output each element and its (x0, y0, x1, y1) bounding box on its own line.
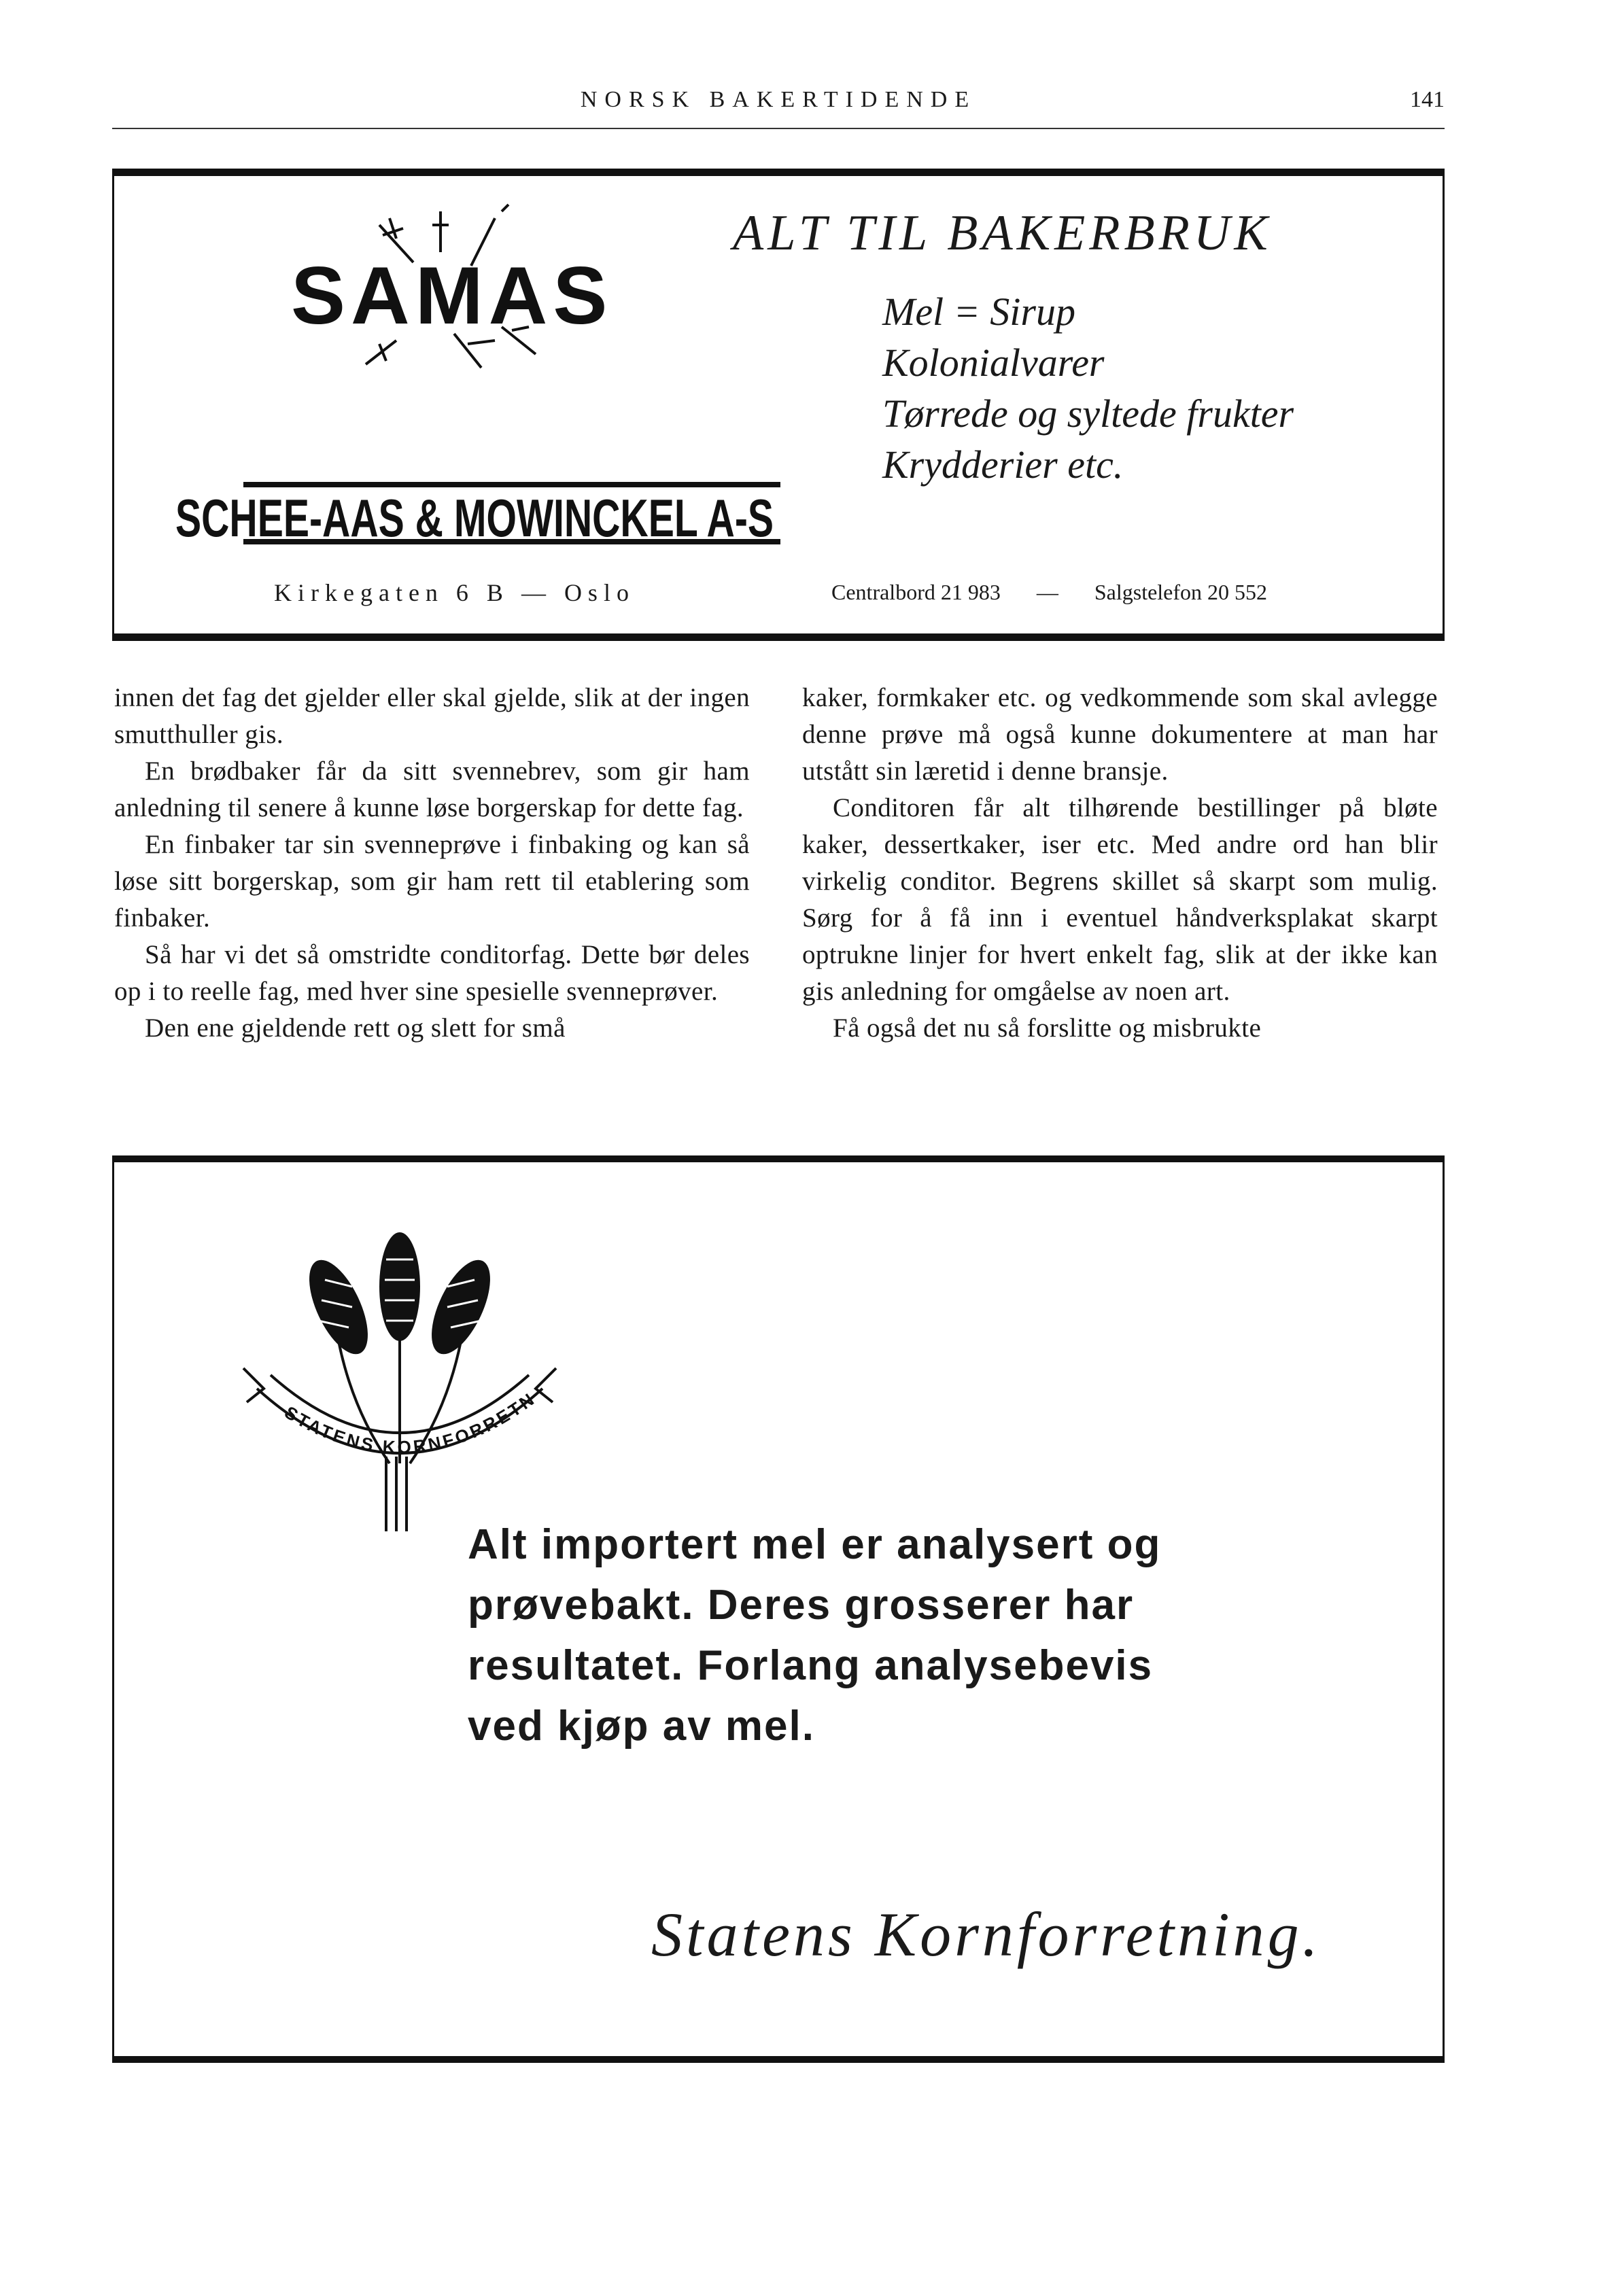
samas-logo-text: SAMAS (291, 250, 613, 341)
article-paragraph: Så har vi det så omstridte conditorfag. Dette bør deles op i to reelle fag, med hver sine spesielle svenneprøver. (114, 940, 750, 1006)
samas-wheat-icon (277, 198, 613, 381)
ad-message-line: ved kjøp av mel. (468, 1703, 815, 1750)
ad-bottom-border (114, 633, 1443, 639)
switchboard-number: Centralbord 21 983 (831, 580, 1001, 604)
article-paragraph: Den ene gjeldende rett og slett for små (145, 1013, 566, 1043)
article-paragraph: Få også det nu så forslitte og misbrukte (833, 1013, 1262, 1043)
product-item: Mel = Sirup (882, 290, 1075, 334)
product-item: Kolonialvarer (882, 341, 1105, 385)
article-paragraph: innen det fag det gjelder eller skal gjelde, slik at der ingen smutthuller gis. (114, 683, 750, 749)
company-logo-text: SCHEE-AAS & MOWINCKEL A-S (175, 488, 774, 548)
ad-heading: ALT TIL BAKERBRUK (733, 205, 1272, 261)
ad-bottom-border (114, 2056, 1443, 2061)
article-column-right (802, 680, 1438, 1047)
samas-logo (277, 198, 613, 381)
wheat-sheaf-icon (216, 1232, 583, 1538)
samas-advertisement (112, 169, 1445, 641)
phone-separator: — (1036, 580, 1058, 604)
article-column-left (114, 680, 750, 1047)
phone-numbers (831, 580, 1267, 605)
ad-top-border (114, 171, 1443, 176)
header-rule (112, 128, 1445, 129)
ad-message-line: resultatet. Forlang analysebevis (468, 1642, 1154, 1689)
address: Kirkegaten 6 B — Oslo (274, 579, 635, 606)
article-paragraph: En brødbaker får da sitt svennebrev, som gir ham anledning til senere å kunne løse borgerskap for dette fag. (114, 756, 750, 822)
article-paragraph: Conditoren får alt tilhørende bestillinger på bløte kaker, dessertkaker, iser etc. Med andre ord han blir virkelig conditor. Begrens skillet så skarpt som mulig. Sørg for å få inn i eventuel håndverksplakat skarpt optrukne linjer for hvert enkelt fag, slik at der ikke kan gis anledning for omgåelse av noen art. (802, 793, 1438, 1006)
page-number: 141 (1410, 87, 1445, 112)
running-header (112, 87, 1445, 128)
sales-phone-number: Salgstelefon 20 552 (1094, 580, 1268, 604)
kornforretning-advertisement (112, 1155, 1445, 2063)
company-logo (175, 476, 787, 551)
product-item: Krydderier etc. (882, 442, 1124, 487)
ad-message (468, 1514, 1283, 1756)
ad-top-border (114, 1158, 1443, 1162)
article-paragraph: En finbaker tar sin svenneprøve i finbaking og kan så løse sitt borgerskap, som gir ham rett til etablering som finbaker. (114, 830, 750, 933)
schee-aas-mowinckel-logo-icon (175, 476, 787, 551)
product-item: Tørrede og syltede frukter (882, 392, 1294, 436)
logo-ribbon-text: STATENS KORNFORRETN (281, 1387, 540, 1458)
ad-message-line: Alt importert mel er analysert og (468, 1521, 1162, 1568)
ad-signature: Statens Kornforretning. (651, 1900, 1322, 1969)
journal-title: NORSK BAKERTIDENDE (580, 87, 977, 112)
article-paragraph: kaker, formkaker etc. og vedkommende som skal avlegge denne prøve må også kunne dokumentere at man har utstått sin læretid i denne bransje. (802, 683, 1438, 786)
ad-message-line: prøvebakt. Deres grosserer har (468, 1582, 1135, 1629)
product-list (882, 286, 1294, 490)
statens-kornforretning-logo (216, 1232, 583, 1538)
